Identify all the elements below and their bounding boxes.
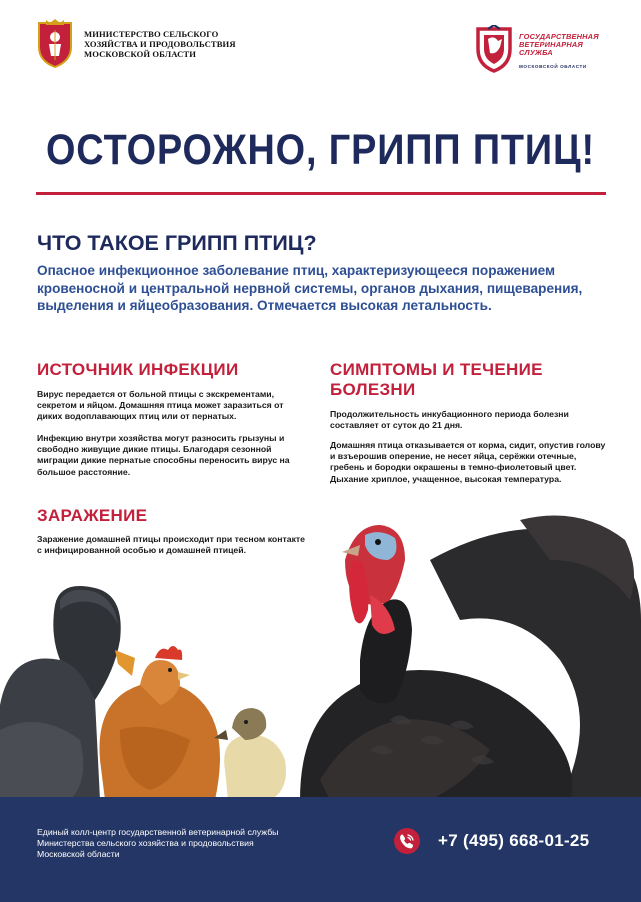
infection-heading: ЗАРАЖЕНИЕ	[37, 506, 148, 525]
poultry-illustration	[0, 500, 641, 800]
source-paragraph-2: Инфекцию внутри хозяйства могут разносить грызуны и свободно живущие дикие птицы. Благодаря сезонной миграции дикие пернатые способны переносить вирус на большое расстояние.	[37, 433, 290, 477]
what-description: Опасное инфекционное заболевание птиц, характеризующееся поражением кровеносной и центральной нервной системы, органов дыхания, пищеварения, выделения и яйцеобразования. Отмечается высокая летальность.	[37, 263, 583, 314]
vet-service-logo-icon	[474, 25, 514, 73]
symptoms-paragraph-1: Продолжительность инкубационного периода болезни составляет от суток до 21 дня.	[330, 409, 569, 431]
ministry-line: ХОЗЯЙСТВА И ПРОДОВОЛЬСТВИЯ	[84, 39, 236, 49]
what-heading: ЧТО ТАКОЕ ГРИПП ПТИЦ?	[37, 231, 317, 255]
symptoms-heading: СИМПТОМЫ И ТЕЧЕНИЕ БОЛЕЗНИ	[330, 360, 543, 399]
source-heading: ИСТОЧНИК ИНФЕКЦИИ	[37, 360, 239, 379]
chicken-illustration	[100, 646, 221, 800]
call-center-description	[37, 827, 357, 861]
symptoms-paragraph-2: Домашняя птица отказывается от корма, сидит, опустив голову и взъерошив оперение, не несет яйца, серёжки отечные, гребень и бородки окрашены в темно-фиолетовый цвет. Дыхание хриплое, учащенное, высокая температура.	[330, 440, 606, 484]
vet-service-line: СЛУЖБА	[519, 48, 553, 58]
vet-service-region: МОСКОВСКОЙ ОБЛАСТИ	[519, 64, 587, 69]
ministry-line: МОСКОВСКОЙ ОБЛАСТИ	[84, 49, 197, 59]
phone-number[interactable]: +7 (495) 668-01-25	[438, 831, 590, 850]
moscow-region-crest-icon	[36, 17, 74, 69]
title-divider	[36, 192, 606, 195]
source-paragraph-1: Вирус передается от больной птицы с экскрементами, секретом и яйцом. Домашняя птица может заразиться от диких водоплавающих птиц или от пернатых.	[37, 389, 284, 422]
page-title: ОСТОРОЖНО, ГРИПП ПТИЦ!	[45, 126, 595, 174]
vet-service-line: ГОСУДАРСТВЕННАЯ	[519, 32, 599, 41]
turkey-illustration	[300, 516, 641, 801]
call-center-line: Единый колл-центр государственной ветеринарной службы	[37, 827, 279, 837]
duckling-illustration	[214, 708, 286, 800]
infection-paragraph: Заражение домашней птицы происходит при тесном контакте с инфицированной особью и домашней птицей.	[37, 534, 306, 556]
ministry-name	[84, 29, 254, 59]
phone-icon	[394, 828, 420, 854]
call-center-line: Министерства сельского хозяйства и продовольствия	[37, 838, 254, 849]
ministry-line: МИНИСТЕРСТВО СЕЛЬСКОГО	[84, 29, 219, 39]
vet-service-name	[519, 33, 599, 58]
call-center-line: Московской области	[37, 849, 120, 860]
vet-service-line: ВЕТЕРИНАРНАЯ	[519, 40, 584, 50]
